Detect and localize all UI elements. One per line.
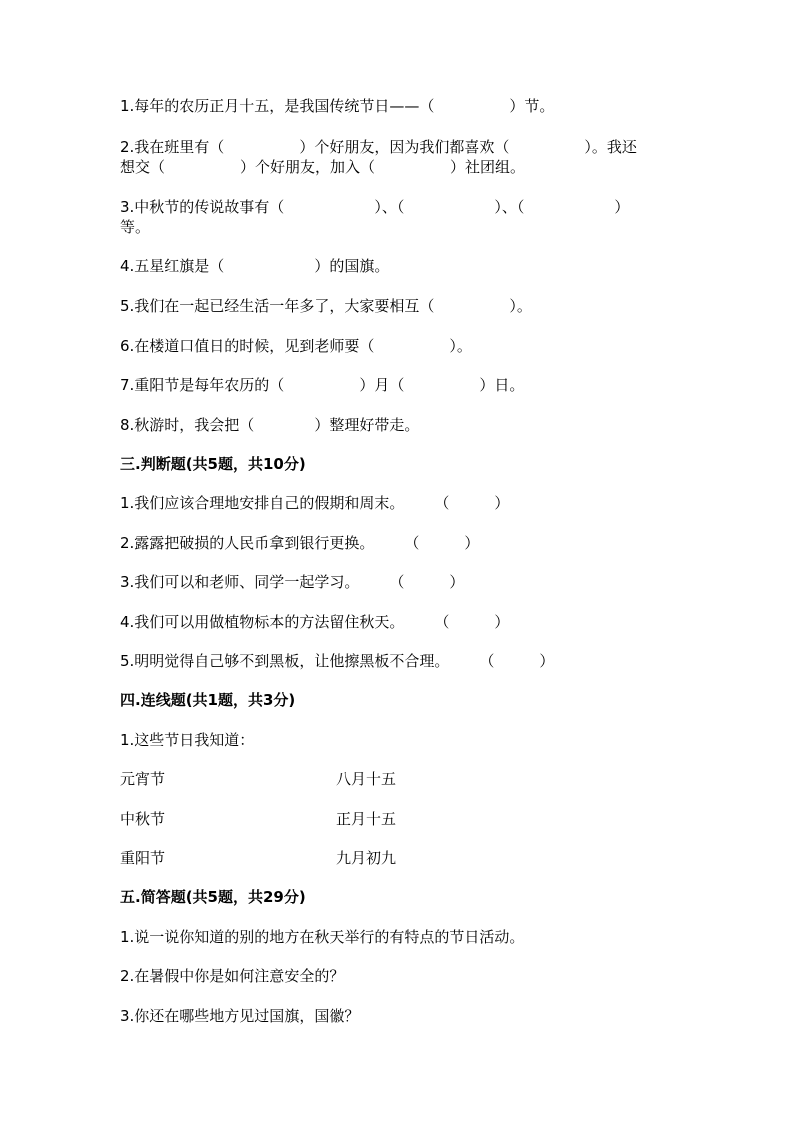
- match-right-3: 九月初九: [336, 849, 397, 867]
- fill-question-1: 1.每年的农历正月十五，是我国传统节日——（ ）节。: [120, 97, 555, 115]
- short-item-3: 3.你还在哪些地方见过国旗，国徽？: [120, 1007, 360, 1025]
- match-right-2: 正月十五: [336, 810, 397, 828]
- judge-item-3: 3.我们可以和老师、同学一起学习。 （ ）: [120, 573, 465, 591]
- fill-question-2-line-2: 想交（ ）个好朋友，加入（ ）社团组。: [120, 158, 526, 176]
- short-item-1: 1.说一说你知道的别的地方在秋天举行的有特点的节日活动。: [120, 928, 525, 946]
- judge-item-1: 1.我们应该合理地安排自己的假期和周末。 （ ）: [120, 494, 510, 512]
- fill-question-4: 4.五星红旗是（ ）的国旗。: [120, 257, 390, 275]
- judge-item-5: 5.明明觉得自己够不到黑板，让他擦黑板不合理。 （ ）: [120, 652, 555, 670]
- match-left-3: 重阳节: [120, 849, 166, 867]
- fill-question-3-line-1: 3.中秋节的传说故事有（ ）、（ ）、（ ）: [120, 198, 630, 216]
- judge-item-4: 4.我们可以用做植物标本的方法留住秋天。 （ ）: [120, 613, 510, 631]
- fill-question-7: 7.重阳节是每年农历的（ ）月（ ）日。: [120, 376, 525, 394]
- fill-question-8: 8.秋游时，我会把（ ）整理好带走。: [120, 416, 420, 434]
- judge-section-title: 三.判断题(共5题，共10分): [120, 455, 306, 473]
- fill-question-6: 6.在楼道口值日的时候，见到老师要（ ）。: [120, 337, 472, 355]
- match-left-1: 元宵节: [120, 770, 166, 788]
- match-left-2: 中秋节: [120, 810, 166, 828]
- fill-question-5: 5.我们在一起已经生活一年多了，大家要相互（ ）。: [120, 297, 532, 315]
- judge-item-2: 2.露露把破损的人民币拿到银行更换。 （ ）: [120, 534, 480, 552]
- match-prompt: 1.这些节日我知道：: [120, 731, 255, 749]
- match-right-1: 八月十五: [336, 770, 397, 788]
- short-item-2: 2.在暑假中你是如何注意安全的？: [120, 967, 345, 985]
- fill-question-2-line-1: 2.我在班里有（ ）个好朋友，因为我们都喜欢（ ）。我还: [120, 138, 637, 156]
- match-section-title: 四.连线题(共1题，共3分): [120, 691, 296, 709]
- short-section-title: 五.简答题(共5题，共29分): [120, 888, 306, 906]
- fill-question-3-line-2: 等。: [120, 218, 151, 236]
